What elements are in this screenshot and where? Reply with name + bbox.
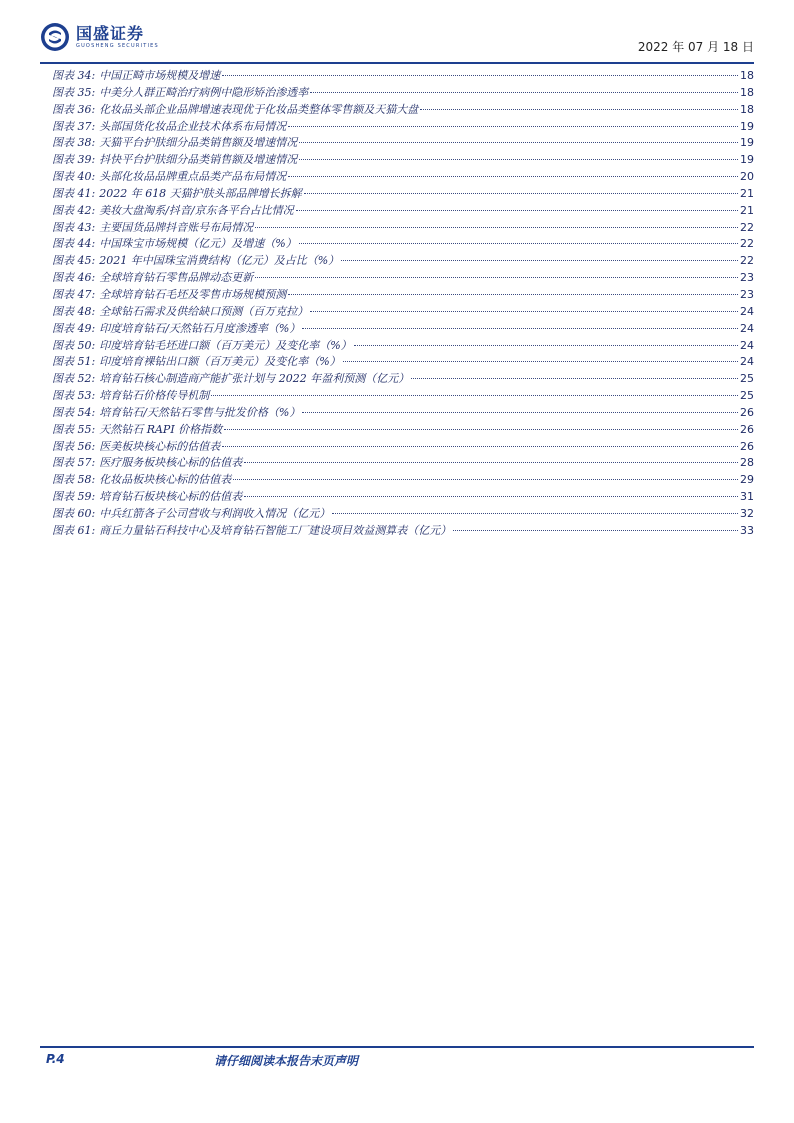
toc-entry-title: 印度培育钻毛坯进口额（百万美元）及变化率（%） [99, 338, 352, 352]
toc-entry-page: 23 [740, 287, 754, 301]
toc-entry-title: 化妆品头部企业品牌增速表现优于化妆品类整体零售额及天猫大盘 [99, 102, 419, 116]
toc-entry-title: 医疗服务板块核心标的估值表 [99, 456, 243, 470]
figure-index-list [52, 67, 754, 539]
toc-entry-page: 25 [740, 372, 754, 386]
toc-entry-label: 图表 54: [52, 405, 96, 419]
toc-dot-leader [244, 496, 738, 497]
toc-entry[interactable] [52, 286, 754, 303]
toc-entry-title: 培育钻石板块核心标的估值表 [99, 490, 243, 504]
toc-dot-leader [222, 75, 738, 76]
toc-entry[interactable] [52, 454, 754, 471]
toc-entry-title: 化妆品板块核心标的估值表 [99, 473, 232, 487]
toc-entry-title: 中兵红箭各子公司营收与利润收入情况（亿元） [99, 506, 331, 520]
toc-dot-leader [288, 126, 738, 127]
toc-entry-title: 抖快平台护肤细分品类销售额及增速情况 [99, 153, 298, 167]
toc-dot-leader [255, 227, 738, 228]
toc-entry-title: 中美分人群正畸治疗病例中隐形矫治渗透率 [99, 85, 309, 99]
toc-entry-label: 图表 48: [52, 304, 96, 318]
toc-entry-page: 33 [740, 523, 754, 537]
toc-dot-leader [310, 92, 738, 93]
toc-entry[interactable] [52, 269, 754, 286]
toc-entry-title: 中国正畸市场规模及增速 [99, 69, 221, 82]
logo-wordmark [76, 25, 159, 50]
toc-entry-title: 头部国货化妆品企业技术体系布局情况 [99, 119, 287, 133]
toc-entry-page: 18 [740, 69, 754, 82]
toc-entry-title: 全球培育钻石毛坯及零售市场规模预测 [99, 287, 287, 301]
toc-entry-label: 图表 59: [52, 490, 96, 504]
toc-entry-page: 26 [740, 422, 754, 436]
toc-dot-leader [332, 513, 738, 514]
toc-entry-page: 19 [740, 136, 754, 150]
toc-entry[interactable] [52, 235, 754, 252]
toc-entry[interactable] [52, 185, 754, 202]
toc-dot-leader [299, 243, 738, 244]
header-divider [40, 62, 754, 64]
toc-dot-leader [420, 109, 738, 110]
toc-entry-page: 25 [740, 389, 754, 403]
toc-dot-leader [354, 345, 738, 346]
toc-entry-title: 头部化妆品品牌重点品类产品布局情况 [99, 170, 287, 184]
toc-entry[interactable] [52, 421, 754, 438]
toc-dot-leader [411, 378, 738, 379]
toc-entry-page: 18 [740, 85, 754, 99]
toc-entry-label: 图表 42: [52, 203, 96, 217]
toc-entry[interactable] [52, 471, 754, 488]
company-name-cn: 国盛证券 [76, 23, 145, 43]
toc-entry-label: 图表 53: [52, 389, 96, 403]
toc-dot-leader [341, 260, 738, 261]
toc-entry-label: 图表 41: [52, 186, 96, 200]
toc-entry[interactable] [52, 168, 754, 185]
toc-entry[interactable] [52, 404, 754, 421]
toc-entry-label: 图表 55: [52, 422, 96, 436]
toc-dot-leader [310, 311, 738, 312]
toc-entry-page: 19 [740, 153, 754, 167]
toc-entry-page: 24 [740, 321, 754, 335]
toc-entry-label: 图表 36: [52, 102, 96, 116]
toc-entry[interactable] [52, 337, 754, 354]
toc-dot-leader [302, 412, 738, 413]
toc-entry[interactable] [52, 370, 754, 387]
toc-entry-label: 图表 43: [52, 220, 96, 234]
toc-entry[interactable] [52, 488, 754, 505]
toc-entry-title: 印度培育裸钻出口额（百万美元）及变化率（%） [99, 355, 341, 369]
toc-entry[interactable] [52, 303, 754, 320]
toc-entry[interactable] [52, 134, 754, 151]
toc-entry-page: 29 [740, 473, 754, 487]
toc-entry[interactable] [52, 118, 754, 135]
toc-entry-page: 26 [740, 405, 754, 419]
footer-divider [40, 1046, 754, 1048]
toc-entry-label: 图表 39: [52, 153, 96, 167]
toc-entry-title: 2021 年中国珠宝消费结构（亿元）及占比（%） [99, 254, 340, 268]
toc-entry[interactable] [52, 505, 754, 522]
toc-entry-title: 2022 年 618 天猫护肤头部品牌增长拆解 [99, 186, 302, 200]
toc-dot-leader [453, 530, 738, 531]
toc-dot-leader [296, 210, 738, 211]
toc-entry-page: 22 [740, 254, 754, 268]
toc-dot-leader [211, 395, 738, 396]
toc-entry[interactable] [52, 522, 754, 539]
toc-dot-leader [222, 446, 738, 447]
toc-entry-page: 19 [740, 119, 754, 133]
toc-entry-label: 图表 56: [52, 439, 96, 453]
toc-entry[interactable] [52, 438, 754, 455]
toc-entry-page: 20 [740, 170, 754, 184]
toc-dot-leader [244, 462, 738, 463]
toc-entry[interactable] [52, 219, 754, 236]
toc-entry-page: 18 [740, 102, 754, 116]
toc-entry-title: 中国珠宝市场规模（亿元）及增速（%） [99, 237, 297, 251]
toc-entry-label: 图表 45: [52, 254, 96, 268]
toc-entry-page: 28 [740, 456, 754, 470]
toc-entry[interactable] [52, 252, 754, 269]
toc-entry-page: 24 [740, 355, 754, 369]
company-name-en: GUOSHENG SECURITIES [76, 42, 159, 49]
toc-entry-title: 天猫平台护肤细分品类销售额及增速情况 [99, 136, 298, 150]
toc-entry-page: 32 [740, 506, 754, 520]
toc-entry-title: 印度培育钻石/天然钻石月度渗透率（%） [99, 321, 301, 335]
toc-entry-page: 23 [740, 271, 754, 285]
toc-entry-label: 图表 44: [52, 237, 96, 251]
toc-dot-leader [255, 277, 738, 278]
toc-entry-label: 图表 51: [52, 355, 96, 369]
toc-entry-label: 图表 37: [52, 119, 96, 133]
toc-dot-leader [343, 361, 738, 362]
toc-entry[interactable] [52, 202, 754, 219]
toc-entry-page: 21 [740, 186, 754, 200]
toc-entry-page: 22 [740, 220, 754, 234]
toc-entry-page: 24 [740, 338, 754, 352]
toc-entry-title: 主要国货品牌抖音账号布局情况 [99, 220, 254, 234]
toc-dot-leader [302, 328, 738, 329]
toc-entry-label: 图表 58: [52, 473, 96, 487]
toc-entry-page: 26 [740, 439, 754, 453]
toc-entry[interactable] [52, 320, 754, 337]
toc-entry-title: 培育钻石/天然钻石零售与批发价格（%） [99, 405, 301, 419]
toc-dot-leader [299, 159, 738, 160]
guosheng-logo-icon [40, 22, 70, 52]
disclaimer-note: 请仔细阅读本报告末页声明 [214, 1054, 359, 1068]
toc-entry-title: 医美板块核心标的估值表 [99, 439, 221, 453]
toc-dot-leader [233, 479, 738, 480]
toc-entry-title: 全球钻石需求及供给缺口预测（百万克拉） [99, 304, 309, 318]
toc-entry-page: 21 [740, 203, 754, 217]
toc-entry-label: 图表 38: [52, 136, 96, 150]
toc-entry-label: 图表 57: [52, 456, 96, 470]
toc-dot-leader [288, 294, 738, 295]
toc-entry-page: 24 [740, 304, 754, 318]
toc-entry-label: 图表 35: [52, 85, 96, 99]
toc-entry[interactable] [52, 84, 754, 101]
page-header [40, 22, 754, 60]
toc-entry-label: 图表 52: [52, 372, 96, 386]
toc-entry-title: 美妆大盘淘系/抖音/京东各平台占比情况 [99, 203, 294, 217]
company-logo [40, 22, 159, 52]
toc-entry-title: 全球培育钻石零售品牌动态更新 [99, 271, 254, 285]
toc-entry-label: 图表 46: [52, 271, 96, 285]
toc-entry[interactable] [52, 353, 754, 370]
toc-entry-title: 商丘力量钻石科技中心及培育钻石智能工厂建设项目效益测算表（亿元） [99, 523, 452, 537]
toc-entry[interactable] [52, 151, 754, 168]
toc-dot-leader [304, 193, 738, 194]
page-number: P.4 [46, 1052, 65, 1066]
toc-entry-label: 图表 60: [52, 506, 96, 520]
toc-entry-label: 图表 61: [52, 523, 96, 537]
toc-dot-leader [288, 176, 738, 177]
toc-entry-label: 图表 49: [52, 321, 96, 335]
toc-entry-title: 天然钻石 RAPI 价格指数 [99, 422, 223, 436]
toc-entry-label: 图表 40: [52, 170, 96, 184]
toc-entry-page: 31 [740, 490, 754, 504]
toc-entry-title: 培育钻石价格传导机制 [99, 389, 210, 403]
toc-entry[interactable] [52, 387, 754, 404]
report-date: 2022 年 07 月 18 日 [637, 40, 754, 54]
toc-entry-title: 培育钻石核心制造商产能扩张计划与 2022 年盈利预测（亿元） [99, 372, 410, 386]
toc-dot-leader [299, 142, 738, 143]
toc-entry-label: 图表 34: [52, 69, 96, 82]
toc-entry-page: 22 [740, 237, 754, 251]
toc-dot-leader [224, 429, 738, 430]
toc-entry-label: 图表 47: [52, 287, 96, 301]
toc-entry[interactable] [52, 101, 754, 118]
toc-entry-label: 图表 50: [52, 338, 96, 352]
toc-entry[interactable] [52, 67, 754, 84]
